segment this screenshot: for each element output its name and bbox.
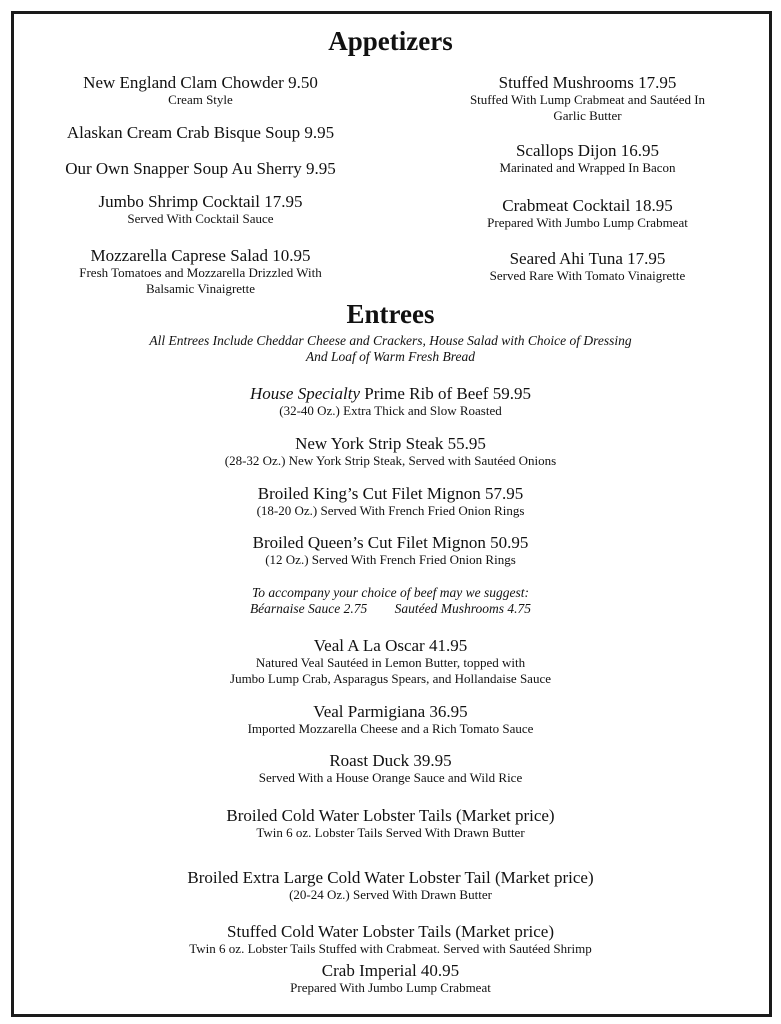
menu-item	[33, 246, 368, 297]
item-name: New York Strip Steak 55.95	[295, 434, 486, 453]
item-name: Broiled Queen’s Cut Filet Mignon 50.95	[252, 533, 529, 552]
item-desc: Jumbo Lump Crab, Asparagus Spears, and Hollandaise Sauce	[230, 671, 551, 686]
item-desc: (32-40 Oz.) Extra Thick and Slow Roasted	[279, 403, 502, 418]
item-desc: Cream Style	[168, 92, 233, 107]
item-desc: Garlic Butter	[553, 108, 622, 123]
item-name: Roast Duck 39.95	[329, 751, 452, 770]
item-desc: Fresh Tomatoes and Mozzarella Drizzled With	[79, 265, 322, 280]
item-desc: Stuffed With Lump Crabmeat and Sautéed In	[469, 92, 706, 107]
item-desc: Balsamic Vinaigrette	[145, 281, 256, 296]
house-specialty-label: House Specialty	[250, 384, 361, 403]
item-desc: Served Rare With Tomato Vinaigrette	[489, 268, 686, 283]
menu-item	[33, 73, 368, 108]
menu-item	[0, 434, 781, 469]
menu-item	[0, 384, 781, 419]
intro-line: And Loaf of Warm Fresh Bread	[305, 349, 476, 364]
item-desc: Twin 6 oz. Lobster Tails Served With Drawn Butter	[256, 825, 525, 840]
menu-item	[415, 249, 760, 284]
sauteed-mushrooms: Sautéed Mushrooms 4.75	[394, 601, 532, 616]
item-desc: Served With Cocktail Sauce	[127, 211, 274, 226]
item-name: Broiled Extra Large Cold Water Lobster Tail (Market price)	[187, 868, 594, 887]
item-desc: Prepared With Jumbo Lump Crabmeat	[487, 215, 688, 230]
item-name: Mozzarella Caprese Salad 10.95	[90, 246, 311, 265]
menu-item	[0, 961, 781, 996]
item-name: Broiled Cold Water Lobster Tails (Market price)	[226, 806, 555, 825]
suggestion-line: To accompany your choice of beef may we suggest:	[252, 585, 529, 600]
entrees-intro	[0, 333, 781, 365]
menu-item	[0, 868, 781, 903]
entrees-heading: Entrees	[346, 299, 435, 329]
appetizers-heading: Appetizers	[328, 26, 453, 56]
menu-item	[415, 141, 760, 176]
menu-item	[415, 73, 760, 124]
item-name: Alaskan Cream Crab Bisque Soup 9.95	[66, 123, 335, 142]
item-desc: (28-32 Oz.) New York Strip Steak, Served with Sautéed Onions	[224, 453, 557, 468]
item-name: Scallops Dijon 16.95	[515, 141, 660, 160]
item-name: Stuffed Mushrooms 17.95	[498, 73, 677, 92]
menu-item	[0, 922, 781, 957]
menu-item	[0, 636, 781, 687]
item-name: Stuffed Cold Water Lobster Tails (Market price)	[227, 922, 554, 941]
menu-item	[415, 196, 760, 231]
item-desc: (12 Oz.) Served With French Fried Onion Rings	[265, 552, 516, 567]
item-desc: Natured Veal Sautéed in Lemon Butter, topped with	[255, 655, 526, 670]
item-name: Our Own Snapper Soup Au Sherry 9.95	[65, 159, 336, 178]
item-desc: Prepared With Jumbo Lump Crabmeat	[290, 980, 491, 995]
menu-item	[33, 123, 368, 142]
menu-item	[0, 484, 781, 519]
menu-item	[0, 751, 781, 786]
item-desc: Served With a House Orange Sauce and Wild Rice	[258, 770, 523, 785]
intro-line: All Entrees Include Cheddar Cheese and Crackers, House Salad with Choice of Dressing	[149, 333, 632, 348]
item-name: Seared Ahi Tuna 17.95	[509, 249, 666, 268]
item-desc: Marinated and Wrapped In Bacon	[499, 160, 676, 175]
item-desc: (18-20 Oz.) Served With French Fried Onion Rings	[256, 503, 525, 518]
item-name: Veal Parmigiana 36.95	[313, 702, 468, 721]
item-desc: Twin 6 oz. Lobster Tails Stuffed with Crabmeat. Served with Sautéed Shrimp	[189, 941, 592, 956]
item-name: New England Clam Chowder 9.50	[83, 73, 318, 92]
item-name: Broiled King’s Cut Filet Mignon 57.95	[257, 484, 524, 503]
bearnaise-sauce: Béarnaise Sauce 2.75	[249, 601, 368, 616]
menu-item	[33, 192, 368, 227]
menu-item	[0, 533, 781, 568]
menu-item	[0, 702, 781, 737]
menu-item	[0, 806, 781, 841]
item-name: Veal A La Oscar 41.95	[313, 636, 468, 655]
item-desc: (20-24 Oz.) Served With Drawn Butter	[289, 887, 492, 902]
item-name: Crabmeat Cocktail 18.95	[502, 196, 673, 215]
item-name: Jumbo Shrimp Cocktail 17.95	[98, 192, 303, 211]
item-desc: Imported Mozzarella Cheese and a Rich Tomato Sauce	[247, 721, 534, 736]
menu-item	[33, 159, 368, 178]
beef-suggestion	[0, 585, 781, 617]
item-name: Prime Rib of Beef 59.95	[360, 384, 531, 403]
item-name: Crab Imperial 40.95	[321, 961, 460, 980]
